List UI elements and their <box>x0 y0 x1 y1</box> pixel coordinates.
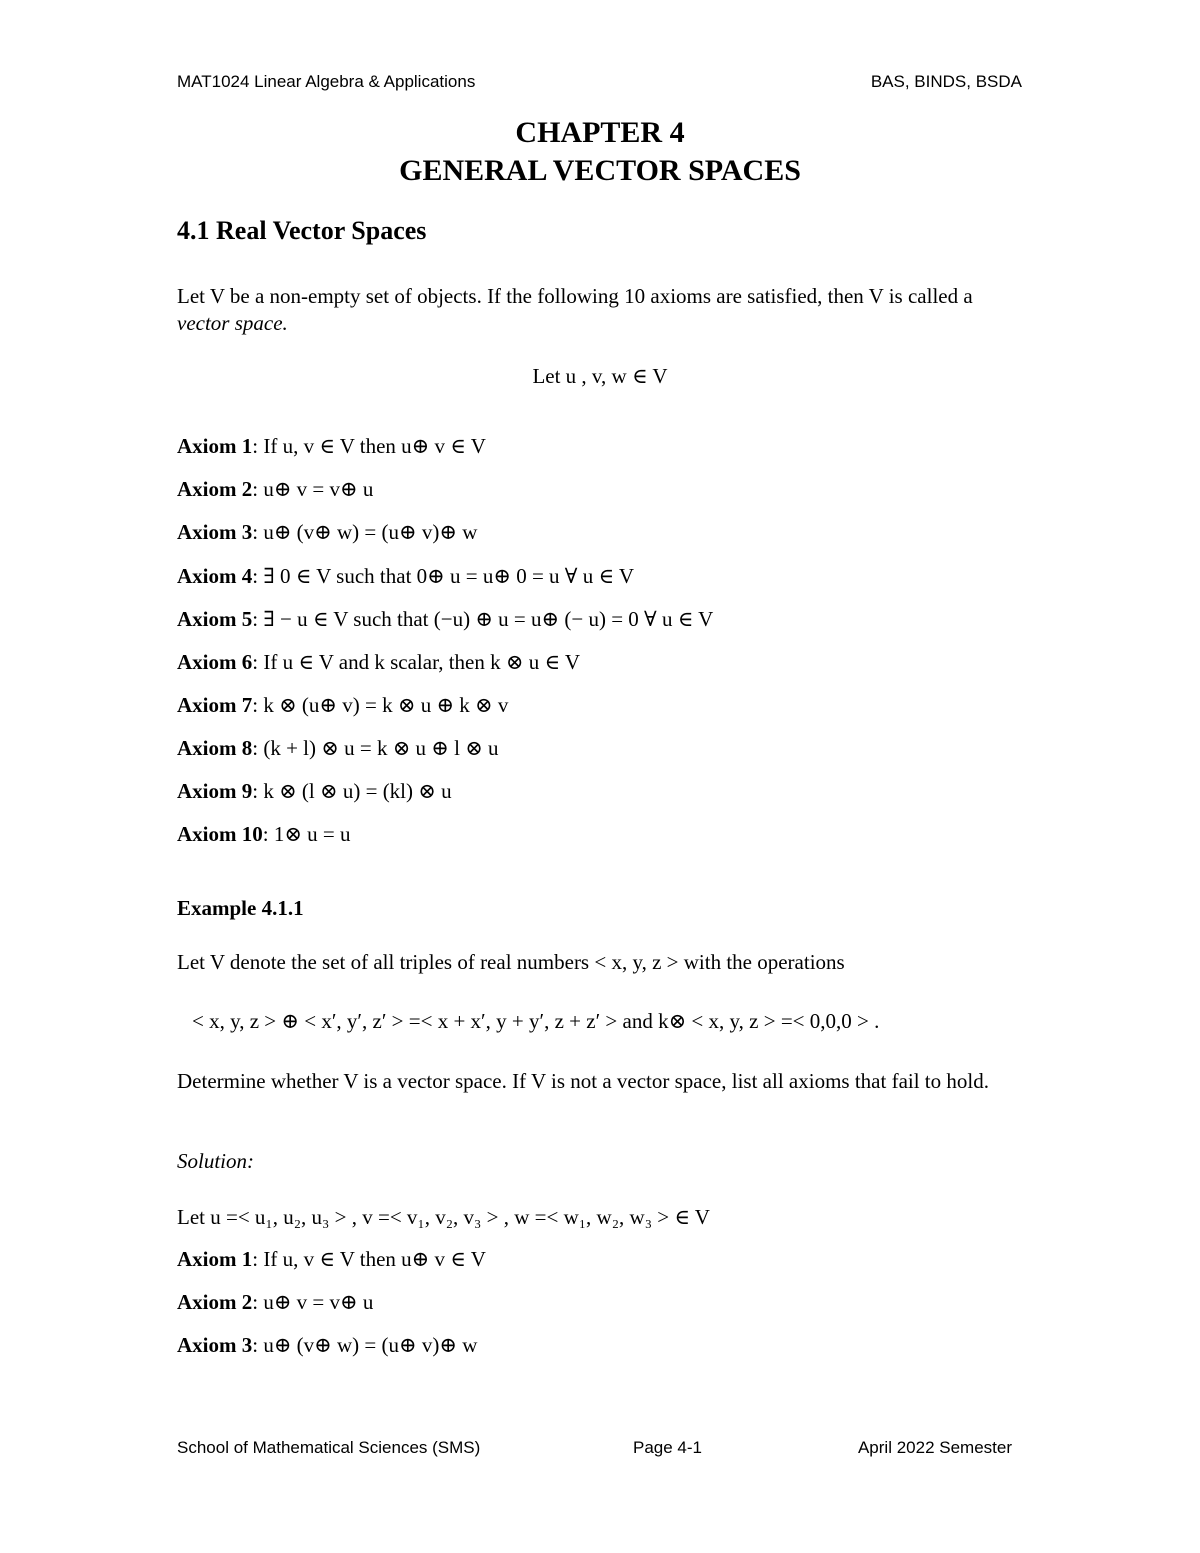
let-line: Let u , v, w ∈ V <box>532 364 668 388</box>
axiom-text: : 1⊗ u = u <box>262 822 351 846</box>
example-statement: Let V denote the set of all triples of real numbers < x, y, z > with the operations <box>177 950 845 974</box>
solution-let-line: Let u =< u₁, u₂, u₃ > , v =< v₁, v₂, v₃ > , w =< w₁, w₂, w₃ > ∈ V <box>177 1205 710 1229</box>
axiom-9 <box>177 779 452 804</box>
solution-axiom-3 <box>177 1333 477 1358</box>
running-header-programmes: BAS, BINDS, BSDA <box>870 72 1022 91</box>
solution-axiom-2 <box>177 1290 373 1315</box>
axiom-label: Axiom 3 <box>177 520 253 544</box>
axiom-3 <box>177 520 477 545</box>
axiom-text: : k ⊗ (u⊕ v) = k ⊗ u ⊕ k ⊗ v <box>252 693 509 717</box>
axiom-label: Axiom 6 <box>177 650 253 674</box>
axiom-text: : (k + l) ⊗ u = k ⊗ u ⊕ l ⊗ u <box>252 736 499 760</box>
axiom-text: : If u ∈ V and k scalar, then k ⊗ u ∈ V <box>252 650 581 674</box>
running-header-course: MAT1024 Linear Algebra & Applications <box>177 72 476 91</box>
chapter-title: GENERAL VECTOR SPACES <box>399 154 801 187</box>
intro-sentence: Let V be a non-empty set of objects. If the following 10 axioms are satisfied, then V is called a <box>177 284 973 308</box>
axiom-label: Axiom 9 <box>177 779 253 803</box>
axiom-label: Axiom 3 <box>177 1333 253 1357</box>
intro-paragraph <box>177 283 1027 337</box>
axiom-5 <box>177 607 713 632</box>
axiom-6 <box>177 650 580 675</box>
solution-axiom-1 <box>177 1247 486 1272</box>
axiom-text: : u⊕ v = v⊕ u <box>252 477 374 501</box>
axiom-10 <box>177 822 351 847</box>
page-number: Page 4-1 <box>633 1438 702 1457</box>
axiom-text: : u⊕ v = v⊕ u <box>252 1290 374 1314</box>
axiom-text: : k ⊗ (l ⊗ u) = (kl) ⊗ u <box>252 779 452 803</box>
axiom-label: Axiom 10 <box>177 822 263 846</box>
axiom-4 <box>177 564 634 589</box>
footer-school: School of Mathematical Sciences (SMS) <box>177 1438 481 1457</box>
axiom-label: Axiom 7 <box>177 693 253 717</box>
vector-space-term: vector space. <box>177 311 288 335</box>
solution-label: Solution: <box>177 1149 254 1173</box>
axiom-1 <box>177 434 486 459</box>
axiom-label: Axiom 2 <box>177 1290 253 1314</box>
axiom-text: : ∃ 0 ∈ V such that 0⊕ u = u⊕ 0 = u ∀ u ∈ V <box>252 564 635 588</box>
footer-semester: April 2022 Semester <box>857 1438 1012 1457</box>
axiom-label: Axiom 8 <box>177 736 253 760</box>
axiom-label: Axiom 5 <box>177 607 253 631</box>
axiom-label: Axiom 4 <box>177 564 253 588</box>
axiom-8 <box>177 736 499 761</box>
example-operations: < x, y, z > ⊕ < x′, y′, z′ > =< x + x′, y + y′, z + z′ > and k⊗ < x, y, z > =< 0,0,0 > . <box>192 1009 880 1033</box>
example-question: Determine whether V is a vector space. If V is not a vector space, list all axioms that fail to hold. <box>177 1069 989 1093</box>
axiom-text: : u⊕ (v⊕ w) = (u⊕ v)⊕ w <box>252 520 478 544</box>
axiom-text: : If u, v ∈ V then u⊕ v ∈ V <box>252 1247 486 1271</box>
axiom-label: Axiom 1 <box>177 434 253 458</box>
axiom-2 <box>177 477 373 502</box>
axiom-label: Axiom 1 <box>177 1247 253 1271</box>
axiom-text: : u⊕ (v⊕ w) = (u⊕ v)⊕ w <box>252 1333 478 1357</box>
chapter-number: CHAPTER 4 <box>515 116 685 149</box>
axiom-text: : If u, v ∈ V then u⊕ v ∈ V <box>252 434 486 458</box>
section-heading: 4.1 Real Vector Spaces <box>177 216 427 245</box>
example-title: Example 4.1.1 <box>177 896 304 920</box>
axiom-text: : ∃ − u ∈ V such that (−u) ⊕ u = u⊕ (− u) = 0 ∀ u ∈ V <box>252 607 714 631</box>
axiom-7 <box>177 693 508 718</box>
axiom-label: Axiom 2 <box>177 477 253 501</box>
